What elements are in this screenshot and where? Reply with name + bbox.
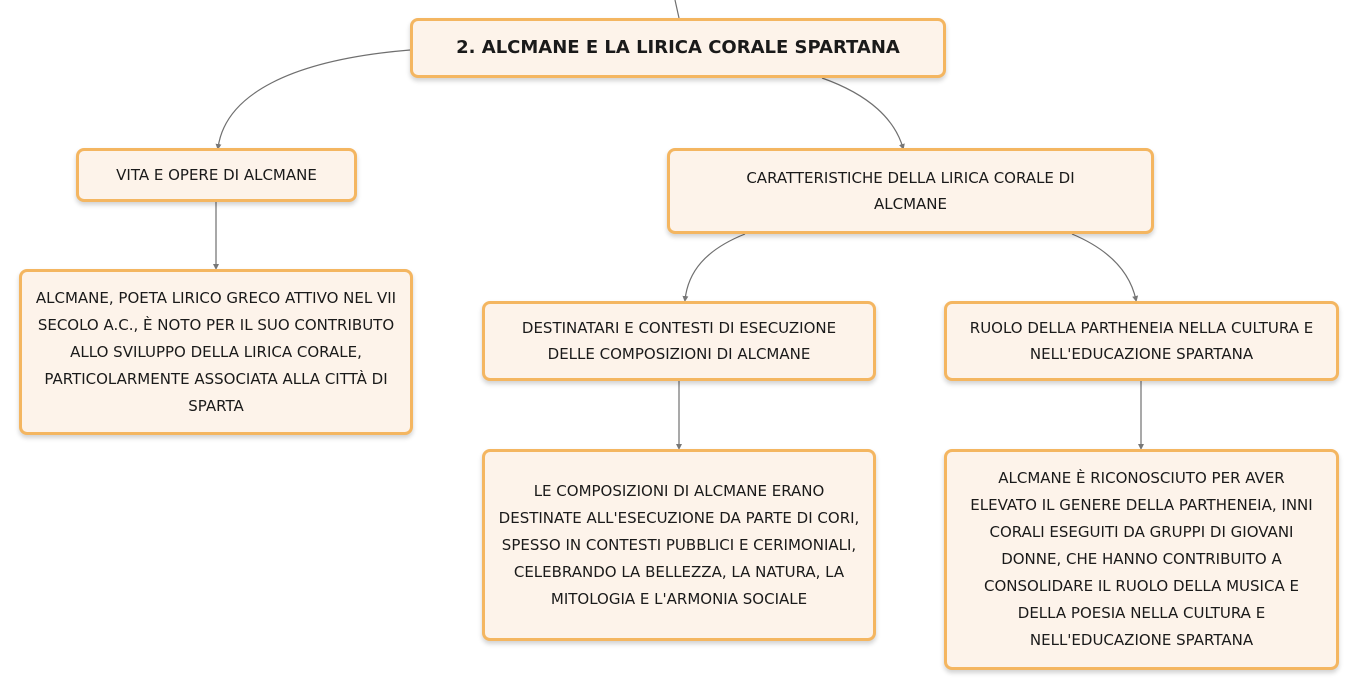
partheneia-description-node[interactable] — [944, 449, 1339, 670]
edge-main-to-caratteristiche — [822, 78, 903, 148]
destinatari-node[interactable] — [482, 301, 876, 381]
destinatari-description-node[interactable] — [482, 449, 876, 641]
edge-main-to-vita — [218, 50, 410, 148]
vita-description-text: ALCMANE, POETA LIRICO GRECO ATTIVO NEL VII SECOLO A.C., È NOTO PER IL SUO CONTRIBUTO ALLO SVILUPPO DELLA LIRICA CORALE, PARTICOLARMENTE ASSOCIATA ALLA CITTÀ DI SPARTA — [35, 288, 397, 415]
edge-caratteristiche-to-partheneia — [1072, 234, 1136, 300]
destinatari-description-text: LE COMPOSIZIONI DI ALCMANE ERANO DESTINATE ALL'ESECUZIONE DA PARTE DI CORI, SPESSO IN CONTESTI PUBBLICI E CERIMONIALI, CELEBRANDO LA BELLEZZA, LA NATURA, LA MITOLOGIA E L'ARMONIA SOCIALE — [498, 481, 860, 608]
partheneia-label: RUOLO DELLA PARTHENEIA NELLA CULTURA E NELL'EDUCAZIONE SPARTANA — [969, 319, 1314, 363]
vita-description-node[interactable] — [19, 269, 413, 435]
partheneia-node[interactable] — [944, 301, 1339, 381]
main-topic-node[interactable] — [410, 18, 946, 78]
destinatari-label: DESTINATARI E CONTESTI DI ESECUZIONE DELLE COMPOSIZIONI DI ALCMANE — [521, 319, 837, 363]
edge-incoming-top — [675, 0, 679, 18]
caratteristiche-node[interactable] — [667, 148, 1154, 234]
vita-label: VITA E OPERE DI ALCMANE — [116, 166, 317, 184]
edge-caratteristiche-to-destinatari — [685, 234, 745, 300]
vita-node[interactable] — [76, 148, 357, 202]
partheneia-description-text: ALCMANE È RICONOSCIUTO PER AVER ELEVATO IL GENERE DELLA PARTHENEIA, INNI CORALI ESEGUITI DA GRUPPI DI GIOVANI DONNE, CHE HANNO CONTRIBUITO A CONSOLIDARE IL RUOLO DELLA MUSICA E DELLA POESIA NELLA CULTURA E NELL'EDUCAZIONE SPARTANA — [970, 469, 1313, 649]
main-topic-label: 2. ALCMANE E LA LIRICA CORALE SPARTANA — [456, 37, 900, 58]
caratteristiche-label: CARATTERISTICHE DELLA LIRICA CORALE DI ALCMANE — [746, 169, 1075, 213]
